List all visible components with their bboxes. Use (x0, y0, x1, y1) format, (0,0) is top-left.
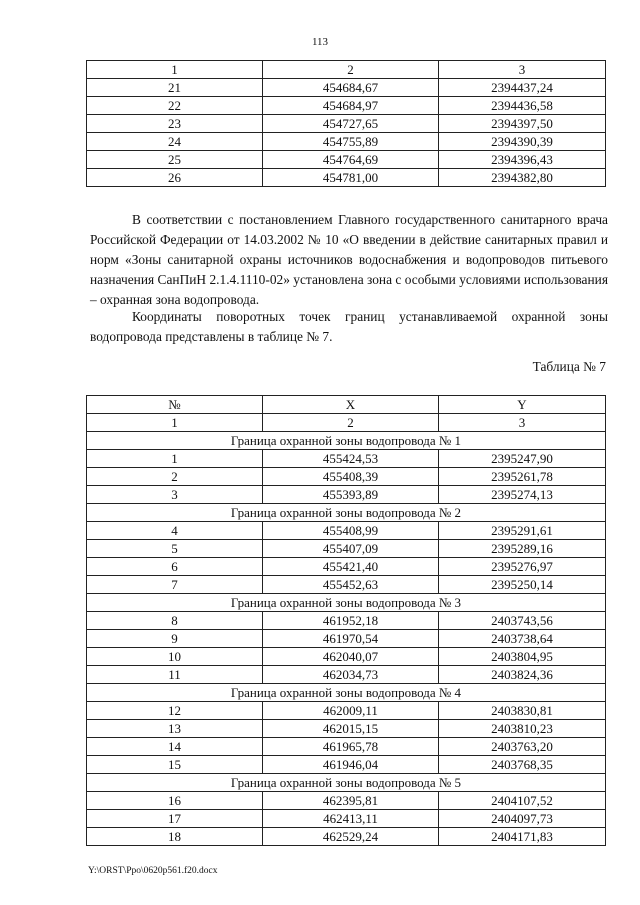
table-cell: 2 (87, 468, 263, 486)
table-row (87, 828, 606, 846)
table-cell: 2395250,14 (439, 576, 606, 594)
table-cell: 15 (87, 756, 263, 774)
table-cell: 455421,40 (263, 558, 439, 576)
table-row (87, 133, 606, 151)
table-cell: 2395289,16 (439, 540, 606, 558)
column-header: № (87, 396, 263, 414)
coordinates-table-7 (86, 395, 606, 846)
table-cell: 2394396,43 (439, 151, 606, 169)
table-cell: 25 (87, 151, 263, 169)
table-row (87, 702, 606, 720)
table-cell: 26 (87, 169, 263, 187)
table-cell: 23 (87, 115, 263, 133)
table-header-row (87, 61, 606, 79)
column-number: 1 (87, 414, 263, 432)
table-cell: 2394390,39 (439, 133, 606, 151)
file-path-footer: Y:\ORST\Ppo\0620p561.f20.docx (88, 866, 218, 876)
table-cell: 2403830,81 (439, 702, 606, 720)
column-header: 3 (439, 61, 606, 79)
table-row (87, 792, 606, 810)
table-row (87, 540, 606, 558)
table-cell: 4 (87, 522, 263, 540)
table-row (87, 79, 606, 97)
table-cell: 2403743,56 (439, 612, 606, 630)
column-header: 1 (87, 61, 263, 79)
table-cell: 455408,99 (263, 522, 439, 540)
group-title: Граница охранной зоны водопровода № 1 (87, 432, 606, 450)
table-cell: 455407,09 (263, 540, 439, 558)
table-cell: 18 (87, 828, 263, 846)
table-row (87, 576, 606, 594)
table-cell: 24 (87, 133, 263, 151)
table-cell: 5 (87, 540, 263, 558)
table-cell: 454684,97 (263, 97, 439, 115)
table-cell: 461952,18 (263, 612, 439, 630)
table-cell: 461946,04 (263, 756, 439, 774)
table-cell: 454684,67 (263, 79, 439, 97)
table-cell: 2403763,20 (439, 738, 606, 756)
table-cell: 2395274,13 (439, 486, 606, 504)
paragraph-text: В соответствии с постановлением Главного государственного санитарного врача Российской Федерации от 14.03.2002 № 10 «О введении в действие санитарных правил и норм «Зоны санитарной охраны источников водоснабжения и водопроводов питьевого назначения СанПиН 2.1.4.1110-02» установлена зона с особыми условиями использования – охранная зона водопровода. (90, 212, 608, 307)
table-cell: 462529,24 (263, 828, 439, 846)
table-row (87, 666, 606, 684)
table-body (87, 79, 606, 187)
table-cell: 22 (87, 97, 263, 115)
table-cell: 7 (87, 576, 263, 594)
table-subheader-row (87, 414, 606, 432)
table-cell: 454781,00 (263, 169, 439, 187)
table-row (87, 810, 606, 828)
table-row (87, 630, 606, 648)
page-number: 113 (311, 36, 329, 48)
column-number: 2 (263, 414, 439, 432)
group-header-row (87, 504, 606, 522)
table-cell: 462040,07 (263, 648, 439, 666)
table-cell: 2403738,64 (439, 630, 606, 648)
column-number: 3 (439, 414, 606, 432)
coordinates-table-continued (86, 60, 606, 187)
table-cell: 2403768,35 (439, 756, 606, 774)
paragraph-text: Координаты поворотных точек границ устанавливаемой охранной зоны водопровода представлены в таблице № 7. (90, 309, 608, 344)
group-header-row (87, 684, 606, 702)
table-row (87, 720, 606, 738)
table-cell: 2403810,23 (439, 720, 606, 738)
table-cell: 2394382,80 (439, 169, 606, 187)
table-row (87, 612, 606, 630)
table-cell: 2403824,36 (439, 666, 606, 684)
table-cell: 454764,69 (263, 151, 439, 169)
table-cell: 461970,54 (263, 630, 439, 648)
group-header-row (87, 774, 606, 792)
table-row (87, 756, 606, 774)
table-header-row (87, 396, 606, 414)
table-row (87, 450, 606, 468)
table-row (87, 558, 606, 576)
table-cell: 8 (87, 612, 263, 630)
table-cell: 2394437,24 (439, 79, 606, 97)
table-row (87, 522, 606, 540)
table-cell: 2395247,90 (439, 450, 606, 468)
group-title: Граница охранной зоны водопровода № 2 (87, 504, 606, 522)
table-cell: 455393,89 (263, 486, 439, 504)
table-row (87, 97, 606, 115)
table-cell: 13 (87, 720, 263, 738)
table-cell: 455452,63 (263, 576, 439, 594)
table-cell: 454755,89 (263, 133, 439, 151)
table-cell: 2394436,58 (439, 97, 606, 115)
table-cell: 14 (87, 738, 263, 756)
table-body (87, 432, 606, 846)
table-row (87, 486, 606, 504)
table-cell: 462034,73 (263, 666, 439, 684)
table-cell: 11 (87, 666, 263, 684)
table-cell: 21 (87, 79, 263, 97)
table-cell: 2395261,78 (439, 468, 606, 486)
column-header: Y (439, 396, 606, 414)
table-cell: 17 (87, 810, 263, 828)
table-row (87, 648, 606, 666)
table-cell: 10 (87, 648, 263, 666)
table-caption: Таблица № 7 (532, 359, 606, 374)
table-cell: 3 (87, 486, 263, 504)
table-cell: 2395291,61 (439, 522, 606, 540)
table-cell: 2394397,50 (439, 115, 606, 133)
body-paragraph (90, 210, 608, 310)
table-row (87, 115, 606, 133)
table-cell: 2404097,73 (439, 810, 606, 828)
table-cell: 462395,81 (263, 792, 439, 810)
group-header-row (87, 432, 606, 450)
table-cell: 6 (87, 558, 263, 576)
table-row (87, 468, 606, 486)
table-row (87, 738, 606, 756)
table-cell: 16 (87, 792, 263, 810)
table-cell: 12 (87, 702, 263, 720)
table-cell: 2403804,95 (439, 648, 606, 666)
table-row (87, 151, 606, 169)
table-cell: 462413,11 (263, 810, 439, 828)
group-title: Граница охранной зоны водопровода № 3 (87, 594, 606, 612)
table-cell: 462009,11 (263, 702, 439, 720)
table-cell: 454727,65 (263, 115, 439, 133)
body-paragraph (90, 307, 608, 347)
group-title: Граница охранной зоны водопровода № 5 (87, 774, 606, 792)
table-cell: 9 (87, 630, 263, 648)
column-header: 2 (263, 61, 439, 79)
table-cell: 455424,53 (263, 450, 439, 468)
table-cell: 455408,39 (263, 468, 439, 486)
table-cell: 461965,78 (263, 738, 439, 756)
table-row (87, 169, 606, 187)
table-cell: 2404171,83 (439, 828, 606, 846)
table-cell: 1 (87, 450, 263, 468)
column-header: X (263, 396, 439, 414)
group-title: Граница охранной зоны водопровода № 4 (87, 684, 606, 702)
table-cell: 462015,15 (263, 720, 439, 738)
group-header-row (87, 594, 606, 612)
table-cell: 2404107,52 (439, 792, 606, 810)
table-cell: 2395276,97 (439, 558, 606, 576)
